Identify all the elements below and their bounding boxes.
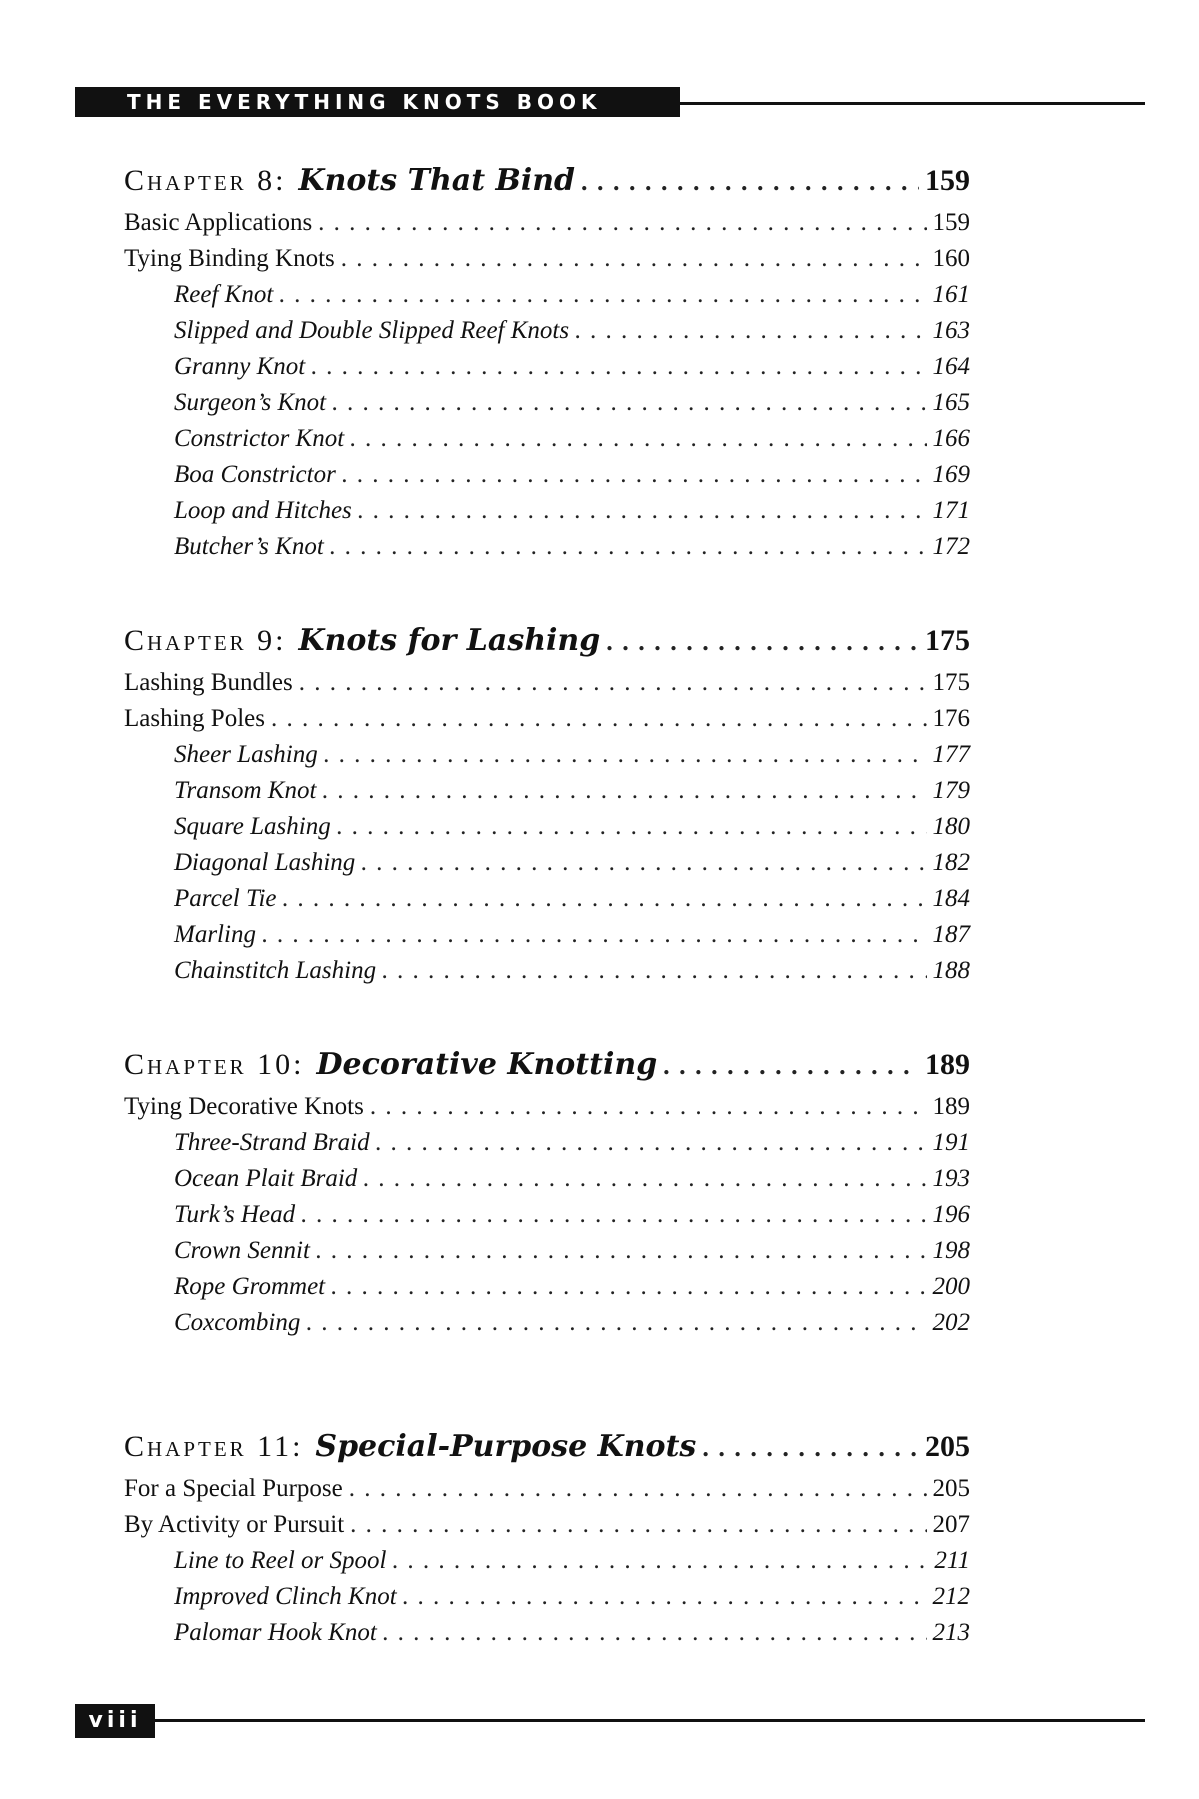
toc-subentry[interactable] (124, 813, 970, 849)
toc-subentry[interactable] (124, 777, 970, 813)
dot-leader (350, 425, 926, 453)
dot-leader (403, 1583, 927, 1611)
footer-rule (150, 1719, 1145, 1722)
dot-leader (350, 1511, 926, 1539)
toc-subentry[interactable] (124, 741, 970, 777)
toc-subentry[interactable] (124, 1547, 970, 1583)
dot-leader (370, 1093, 927, 1121)
toc-subentry[interactable] (124, 1583, 970, 1619)
toc-entry-title: For a Special Purpose (124, 1475, 343, 1502)
toc-entry-page-number: 171 (932, 497, 970, 524)
chapter-title: Decorative Knotting (316, 1047, 658, 1082)
toc-entry-title: By Activity or Pursuit (124, 1511, 345, 1538)
toc-entry[interactable] (124, 669, 970, 705)
toc-entry-page-number: 198 (932, 1237, 970, 1264)
toc-entry-title: Diagonal Lashing (174, 849, 356, 876)
chapter-label: Chapter 11: (124, 1430, 304, 1463)
toc-subentry[interactable] (124, 885, 970, 921)
toc-entry[interactable] (124, 209, 970, 245)
toc-entry-title: Ocean Plait Braid (174, 1165, 358, 1192)
toc-entry-title: Parcel Tie (174, 885, 277, 912)
toc-entry-page-number: 211 (934, 1547, 970, 1574)
page-number-box (75, 1704, 155, 1738)
dot-leader (271, 705, 927, 733)
dot-leader (663, 1051, 919, 1081)
toc-entry-title: Tying Binding Knots (124, 245, 335, 272)
toc-entry-page-number: 213 (932, 1619, 970, 1646)
toc-subentry[interactable] (124, 425, 970, 461)
chapter-section (124, 623, 970, 993)
dot-leader (349, 1475, 927, 1503)
chapter-page-number: 159 (925, 164, 970, 197)
dot-leader (262, 921, 927, 949)
dot-leader (575, 317, 926, 345)
toc-entry-page-number: 187 (932, 921, 970, 948)
toc-subentry[interactable] (124, 849, 970, 885)
toc-entry-page-number: 165 (932, 389, 970, 416)
toc-entry-title: Constrictor Knot (174, 425, 345, 452)
toc-subentry[interactable] (124, 389, 970, 425)
toc-subentry[interactable] (124, 1619, 970, 1655)
chapter-section (124, 1047, 970, 1345)
toc-entry-page-number: 160 (932, 245, 970, 272)
toc-entry-title: Three-Strand Braid (174, 1129, 370, 1156)
toc-entry-title: Granny Knot (174, 353, 306, 380)
dot-leader (382, 957, 926, 985)
toc-entry-title: Palomar Hook Knot (174, 1619, 377, 1646)
toc-entry-page-number: 200 (932, 1273, 970, 1300)
toc-entry-page-number: 202 (932, 1309, 970, 1336)
toc-entry[interactable] (124, 1093, 970, 1129)
toc-entry-title: Rope Grommet (174, 1273, 326, 1300)
toc-entry-page-number: 189 (932, 1093, 970, 1120)
dot-leader (363, 1165, 926, 1193)
toc-entry-page-number: 179 (932, 777, 970, 804)
chapter-section (124, 163, 970, 569)
chapter-label: Chapter 10: (124, 1048, 305, 1081)
dot-leader (342, 461, 927, 489)
chapter-label: Chapter 8: (124, 164, 287, 197)
toc-entry-title: Sheer Lashing (174, 741, 318, 768)
dot-leader (318, 209, 926, 237)
header-rule (675, 102, 1145, 105)
dot-leader (311, 353, 926, 381)
toc-entry[interactable] (124, 705, 970, 741)
table-of-contents (124, 163, 970, 1655)
toc-entry-title: Lashing Poles (124, 705, 265, 732)
running-header-title: THE EVERYTHING KNOTS BOOK (127, 90, 602, 114)
toc-entry[interactable] (124, 1475, 970, 1511)
dot-leader (341, 245, 927, 273)
toc-entry-page-number: 184 (932, 885, 970, 912)
toc-entry-page-number: 188 (932, 957, 970, 984)
dot-leader (332, 389, 926, 417)
toc-entry-title: Chainstitch Lashing (174, 957, 377, 984)
running-header (75, 87, 680, 117)
toc-subentry[interactable] (124, 497, 970, 533)
toc-entry-page-number: 182 (932, 849, 970, 876)
toc-subentry[interactable] (124, 317, 970, 353)
toc-subentry[interactable] (124, 1309, 970, 1345)
dot-leader (702, 1433, 919, 1463)
chapter-section (124, 1429, 970, 1655)
dot-leader (299, 669, 927, 697)
chapter-page-number: 205 (925, 1430, 970, 1463)
dot-leader (331, 1273, 926, 1301)
toc-entry-title: Crown Sennit (174, 1237, 310, 1264)
toc-entry-page-number: 159 (932, 209, 970, 236)
toc-entry-title: Slipped and Double Slipped Reef Knots (174, 317, 570, 344)
toc-entry[interactable] (124, 245, 970, 281)
chapter-title: Special-Purpose Knots (315, 1429, 697, 1464)
toc-entry-page-number: 207 (932, 1511, 970, 1538)
dot-leader (392, 1547, 928, 1575)
toc-entry-title: Coxcombing (174, 1309, 301, 1336)
toc-entry-title: Butcher’s Knot (174, 533, 324, 560)
dot-leader (581, 167, 919, 197)
dot-leader (606, 627, 919, 657)
dot-leader (306, 1309, 926, 1337)
dot-leader (330, 533, 927, 561)
toc-entry-title: Improved Clinch Knot (174, 1583, 397, 1610)
chapter-label: Chapter 9: (124, 624, 287, 657)
chapter-title: Knots That Bind (298, 163, 576, 198)
toc-subentry[interactable] (124, 461, 970, 497)
dot-leader (324, 741, 927, 769)
toc-entry-title: Marling (174, 921, 256, 948)
toc-entry-page-number: 161 (932, 281, 970, 308)
dot-leader (322, 777, 926, 805)
toc-entry-page-number: 175 (932, 669, 970, 696)
toc-entry-title: Loop and Hitches (174, 497, 352, 524)
toc-subentry[interactable] (124, 921, 970, 957)
dot-leader (376, 1129, 927, 1157)
toc-entry[interactable] (124, 1511, 970, 1547)
chapter-page-number: 189 (925, 1048, 970, 1081)
toc-entry-title: Boa Constrictor (174, 461, 336, 488)
toc-entry-title: Transom Knot (174, 777, 317, 804)
toc-entry-page-number: 180 (932, 813, 970, 840)
chapter-page-number: 175 (925, 624, 970, 657)
toc-entry-page-number: 166 (932, 425, 970, 452)
toc-subentry[interactable] (124, 1201, 970, 1237)
chapter-heading[interactable] (124, 163, 970, 209)
toc-entry-page-number: 176 (932, 705, 970, 732)
toc-entry-title: Surgeon’s Knot (174, 389, 327, 416)
toc-entry-page-number: 163 (932, 317, 970, 344)
dot-leader (316, 1237, 927, 1265)
chapter-heading[interactable] (124, 1429, 970, 1475)
toc-entry-page-number: 212 (932, 1583, 970, 1610)
toc-subentry[interactable] (124, 533, 970, 569)
toc-entry-title: Lashing Bundles (124, 669, 293, 696)
toc-entry-page-number: 164 (932, 353, 970, 380)
dot-leader (383, 1619, 927, 1647)
toc-subentry[interactable] (124, 353, 970, 389)
toc-entry-page-number: 193 (932, 1165, 970, 1192)
toc-entry-title: Tying Decorative Knots (124, 1093, 364, 1120)
dot-leader (337, 813, 927, 841)
toc-subentry[interactable] (124, 1129, 970, 1165)
page-number: viii (88, 1708, 142, 1733)
chapter-title: Knots for Lashing (298, 623, 601, 658)
toc-subentry[interactable] (124, 957, 970, 993)
toc-entry-page-number: 177 (932, 741, 970, 768)
toc-entry-page-number: 172 (932, 533, 970, 560)
dot-leader (283, 885, 927, 913)
toc-entry-page-number: 196 (932, 1201, 970, 1228)
toc-subentry[interactable] (124, 1165, 970, 1201)
toc-entry-title: Basic Applications (124, 209, 313, 236)
toc-entry-title: Turk’s Head (174, 1201, 296, 1228)
toc-subentry[interactable] (124, 1237, 970, 1273)
toc-subentry[interactable] (124, 281, 970, 317)
toc-entry-page-number: 169 (932, 461, 970, 488)
toc-entry-page-number: 191 (932, 1129, 970, 1156)
dot-leader (361, 849, 926, 877)
toc-subentry[interactable] (124, 1273, 970, 1309)
toc-entry-page-number: 205 (932, 1475, 970, 1502)
chapter-heading[interactable] (124, 1047, 970, 1093)
toc-entry-title: Line to Reel or Spool (174, 1547, 387, 1574)
dot-leader (279, 281, 926, 309)
toc-entry-title: Reef Knot (174, 281, 274, 308)
chapter-heading[interactable] (124, 623, 970, 669)
dot-leader (358, 497, 927, 525)
toc-entry-title: Square Lashing (174, 813, 331, 840)
dot-leader (301, 1201, 926, 1229)
